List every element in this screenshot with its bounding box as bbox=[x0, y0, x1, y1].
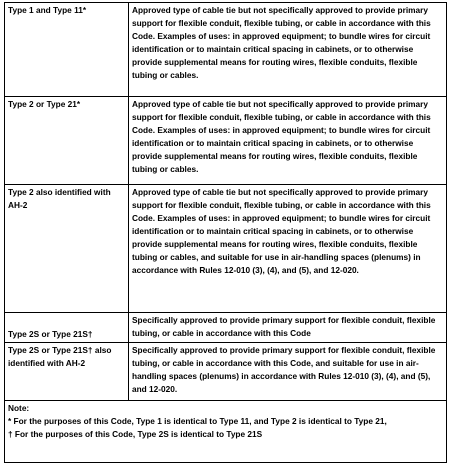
description-cell: Approved type of cable tie but not specifically approved to provide primary support for flexible conduit, flexible tubing, or cable in accordance with this Code. Examples of uses: in approved equipment; to bundle wires for circuit identification or to maintain critical spacing in cabinets, or to otherwise provide supplemental means for routing wires, flexible conduits, flexible tubing or cables, and suitable for use in air-handling spaces (plenums) in accordance with Rules 12-010 (3), (4), and (5), and 12-020. bbox=[129, 185, 447, 313]
table-row bbox=[5, 97, 447, 185]
description-cell: Approved type of cable tie but not specifically approved to provide primary support for flexible conduit, flexible tubing, or cable in accordance with this Code. Examples of uses: in approved equipment; to bundle wires for circuit identification or to maintain critical spacing in cabinets, or to otherwise provide supplemental means for routing wires, flexible conduits, flexible tubing or cables. bbox=[129, 3, 447, 97]
type-cell: Type 2S or Type 21S† also identified with AH-2 bbox=[5, 343, 129, 401]
table-row bbox=[5, 343, 447, 401]
type-cell: Type 2 or Type 21* bbox=[5, 97, 129, 185]
table-row bbox=[5, 185, 447, 313]
type-cell: Type 1 and Type 11* bbox=[5, 3, 129, 97]
document-page bbox=[4, 2, 446, 463]
description-cell: Specifically approved to provide primary support for flexible conduit, flexible tubing, or cable in accordance with this Code bbox=[129, 313, 447, 343]
note-heading: Note: bbox=[8, 403, 30, 413]
table-row bbox=[5, 3, 447, 97]
note-line-1: * For the purposes of this Code, Type 1 is identical to Type 11, and Type 2 is identical to Type 21, bbox=[8, 416, 387, 426]
note-line-2: † For the purposes of this Code, Type 2S is identical to Type 21S bbox=[8, 429, 263, 439]
table-row bbox=[5, 313, 447, 343]
type-cell: Type 2S or Type 21S† bbox=[5, 313, 129, 343]
note-cell bbox=[5, 401, 447, 463]
note-row bbox=[5, 401, 447, 463]
type-cell: Type 2 also identified with AH-2 bbox=[5, 185, 129, 313]
description-cell: Approved type of cable tie but not specifically approved to provide primary support for flexible conduit, flexible tubing, or cable in accordance with this Code. Examples of uses: in approved equipment; to bundle wires for circuit identification or to maintain critical spacing in cabinets, or to otherwise provide supplemental means for routing wires, flexible conduits, flexible tubing or cables. bbox=[129, 97, 447, 185]
description-cell: Specifically approved to provide primary support for flexible conduit, flexible tubing, or cable in accordance with this Code, and suitable for use in air-handling spaces (plenums) in accordance with Rules 12-010 (3), (4), and (5), and 12-020. bbox=[129, 343, 447, 401]
cable-tie-types-table bbox=[4, 2, 447, 463]
